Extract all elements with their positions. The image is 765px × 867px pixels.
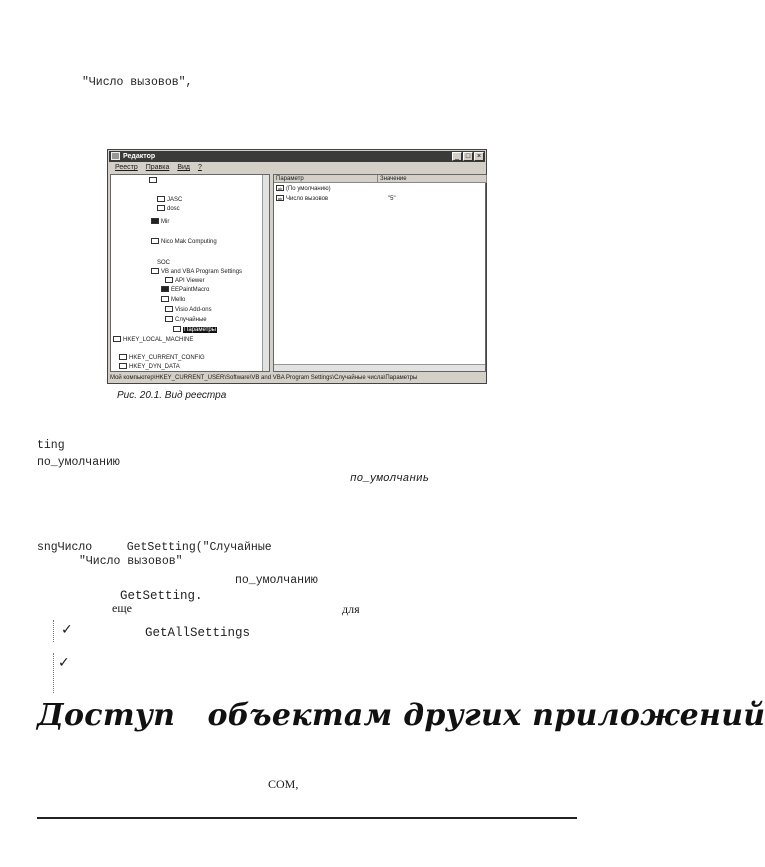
- tree-item-nico-mak[interactable]: Nico Mak Computing: [151, 238, 217, 246]
- figure-caption: Рис. 20.1. Вид реестра: [117, 390, 227, 401]
- text-fragment-eshe: еще: [112, 601, 132, 615]
- margin-marker: [53, 620, 58, 642]
- tree-item-hklm[interactable]: HKEY_LOCAL_MACHINE: [113, 336, 193, 344]
- value-row-default[interactable]: ab (По умолчанию): [277, 186, 331, 192]
- checkmark-icon: ✓: [61, 622, 73, 638]
- code-fragment-default-right: по_умолчаниь: [350, 473, 430, 485]
- window-titlebar: [109, 151, 485, 162]
- menu-edit[interactable]: Правка: [145, 164, 170, 171]
- string-value-icon: ab: [277, 186, 283, 192]
- folder-icon: [119, 363, 127, 369]
- column-header-name[interactable]: Параметр: [274, 175, 378, 183]
- folder-icon: [165, 316, 173, 322]
- maximize-button[interactable]: □: [463, 152, 473, 161]
- tree-item-hkcc[interactable]: HKEY_CURRENT_CONFIG: [119, 354, 205, 362]
- code-fragment-getallsettings: GetAllSettings: [145, 626, 251, 640]
- folder-icon: [173, 326, 181, 332]
- value-row-calls[interactable]: ab Число вызовов: [277, 196, 329, 202]
- code-fragment-ting: ting: [37, 439, 65, 452]
- menu-help[interactable]: ?: [197, 164, 202, 171]
- code-line-calls: "Число вызовов": [79, 555, 183, 568]
- string-value-icon: ab: [277, 196, 283, 202]
- folder-icon: [151, 218, 159, 224]
- code-fragment-getsetting: GetSetting.: [120, 589, 203, 603]
- folder-icon: [119, 354, 127, 360]
- list-horizontal-scrollbar[interactable]: [274, 364, 485, 371]
- checkmark-icon: ✓: [58, 655, 70, 671]
- folder-icon: [165, 277, 173, 283]
- tree-item-api-viewer[interactable]: API Viewer: [165, 277, 205, 285]
- registry-editor-window: [107, 149, 487, 384]
- page-bottom-rule: [37, 817, 577, 819]
- tree-item-soc[interactable]: SOC: [157, 260, 171, 266]
- menu-registry[interactable]: Реестр: [115, 164, 138, 171]
- menu-view[interactable]: Вид: [177, 164, 190, 171]
- folder-icon: [151, 238, 159, 244]
- text-fragment-dlya: для: [342, 602, 360, 616]
- text-fragment-com: COM,: [268, 777, 299, 791]
- tree-item[interactable]: [149, 177, 159, 185]
- folder-icon: [157, 196, 165, 202]
- folder-icon: [161, 286, 169, 292]
- folder-icon: [113, 336, 121, 342]
- tree-item-eepaintmacro[interactable]: EEPaintMacro: [161, 286, 209, 294]
- values-list-pane[interactable]: [273, 174, 486, 372]
- code-fragment-default-2: по_умолчанию: [235, 574, 318, 587]
- tree-item-visio-addons[interactable]: Visio Add-ons: [165, 306, 212, 314]
- folder-icon: [149, 177, 157, 183]
- code-line-getsetting: sngЧисло GetSetting("Случайные: [37, 541, 272, 554]
- tree-item-mir[interactable]: Mir: [151, 218, 169, 226]
- menu-bar: [109, 163, 485, 173]
- folder-icon: [151, 268, 159, 274]
- status-bar: Мой компьютер\HKEY_CURRENT_USER\Software\VB and VBA Program Settings\Случайные числа\Параметры: [110, 375, 418, 381]
- minimize-button[interactable]: _: [452, 152, 462, 161]
- code-fragment-default: по_умолчанию: [37, 456, 120, 469]
- tree-item-jasc[interactable]: JASC: [157, 196, 182, 204]
- tree-vertical-scrollbar[interactable]: [262, 175, 269, 371]
- tree-item-mello[interactable]: Mello: [161, 296, 185, 304]
- tree-item-dosc[interactable]: dosc: [157, 205, 180, 213]
- folder-icon: [157, 205, 165, 211]
- registry-tree-pane[interactable]: [110, 174, 270, 372]
- tree-item-sluchainye[interactable]: Случайные: [165, 316, 207, 324]
- section-heading: Доступ объектам других приложений: [37, 698, 765, 733]
- folder-icon: [161, 296, 169, 302]
- window-title: Редактор: [123, 153, 156, 160]
- tree-item-parametry[interactable]: Параметры: [173, 326, 217, 334]
- close-button[interactable]: ×: [474, 152, 484, 161]
- tree-item-hkdd[interactable]: HKEY_DYN_DATA: [119, 363, 180, 371]
- tree-item-vb-settings[interactable]: VB and VBA Program Settings: [151, 268, 242, 276]
- folder-icon: [165, 306, 173, 312]
- registry-app-icon: [111, 152, 120, 160]
- value-data-calls: "5": [388, 196, 396, 202]
- column-header-value[interactable]: Значение: [378, 175, 487, 183]
- code-line-calls-count: "Число вызовов",: [82, 76, 193, 89]
